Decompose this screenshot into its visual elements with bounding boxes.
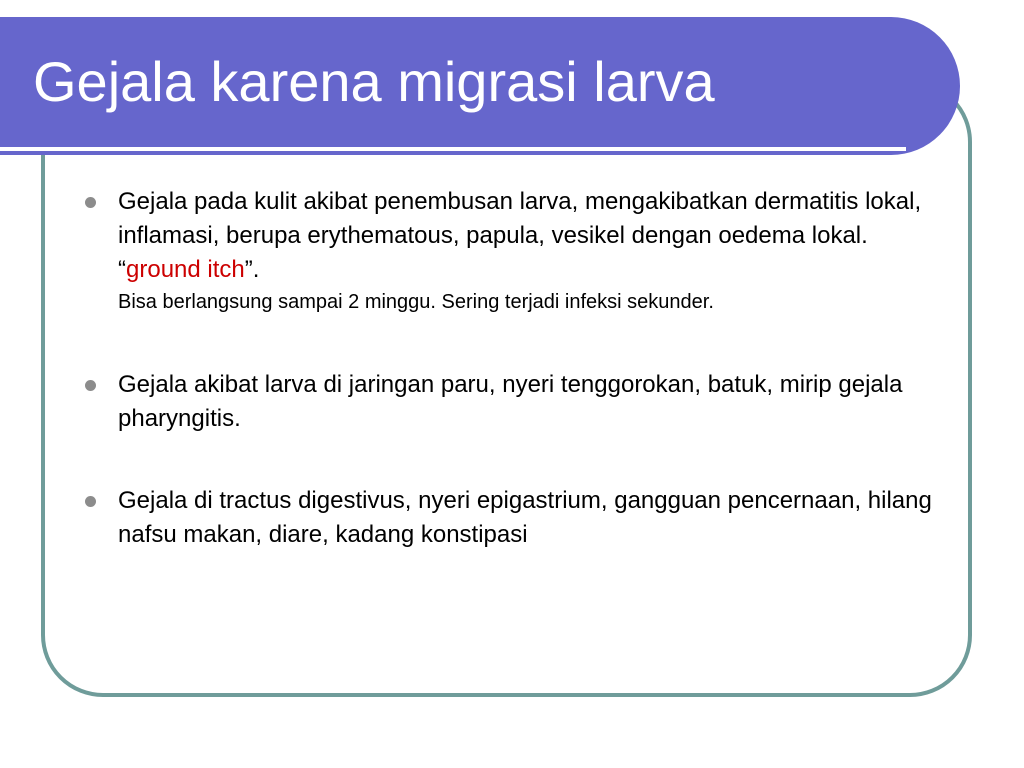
bullet-dot-icon <box>85 380 96 391</box>
bullet-dot-icon <box>85 197 96 208</box>
bullet-subnote: Bisa berlangsung sampai 2 minggu. Sering terjadi infeksi sekunder. <box>118 291 714 313</box>
slide-title: Gejala karena migrasi larva <box>33 50 715 113</box>
bullet-item-lung-symptoms <box>118 368 938 436</box>
highlight-ground-itch: ground itch <box>126 256 245 283</box>
bullet-text-start: Gejala pada kulit akibat penembusan larva, mengakibatkan dermatitis lokal, inflamasi, berupa erythematous, papula, vesikel dengan oedema lokal. “ <box>118 188 922 283</box>
bullet-dot-icon <box>85 496 96 507</box>
bullet-text-end: ”. <box>244 256 260 283</box>
bullet-text: Gejala di tractus digestivus, nyeri epigastrium, gangguan pencernaan, hilang nafsu makan, diare, kadang konstipasi <box>118 487 932 548</box>
bullet-item-digestive-symptoms <box>118 484 938 552</box>
bullet-item-skin-symptoms <box>118 185 938 318</box>
bullet-text: Gejala akibat larva di jaringan paru, nyeri tenggorokan, batuk, mirip gejala pharyngitis. <box>118 371 903 432</box>
